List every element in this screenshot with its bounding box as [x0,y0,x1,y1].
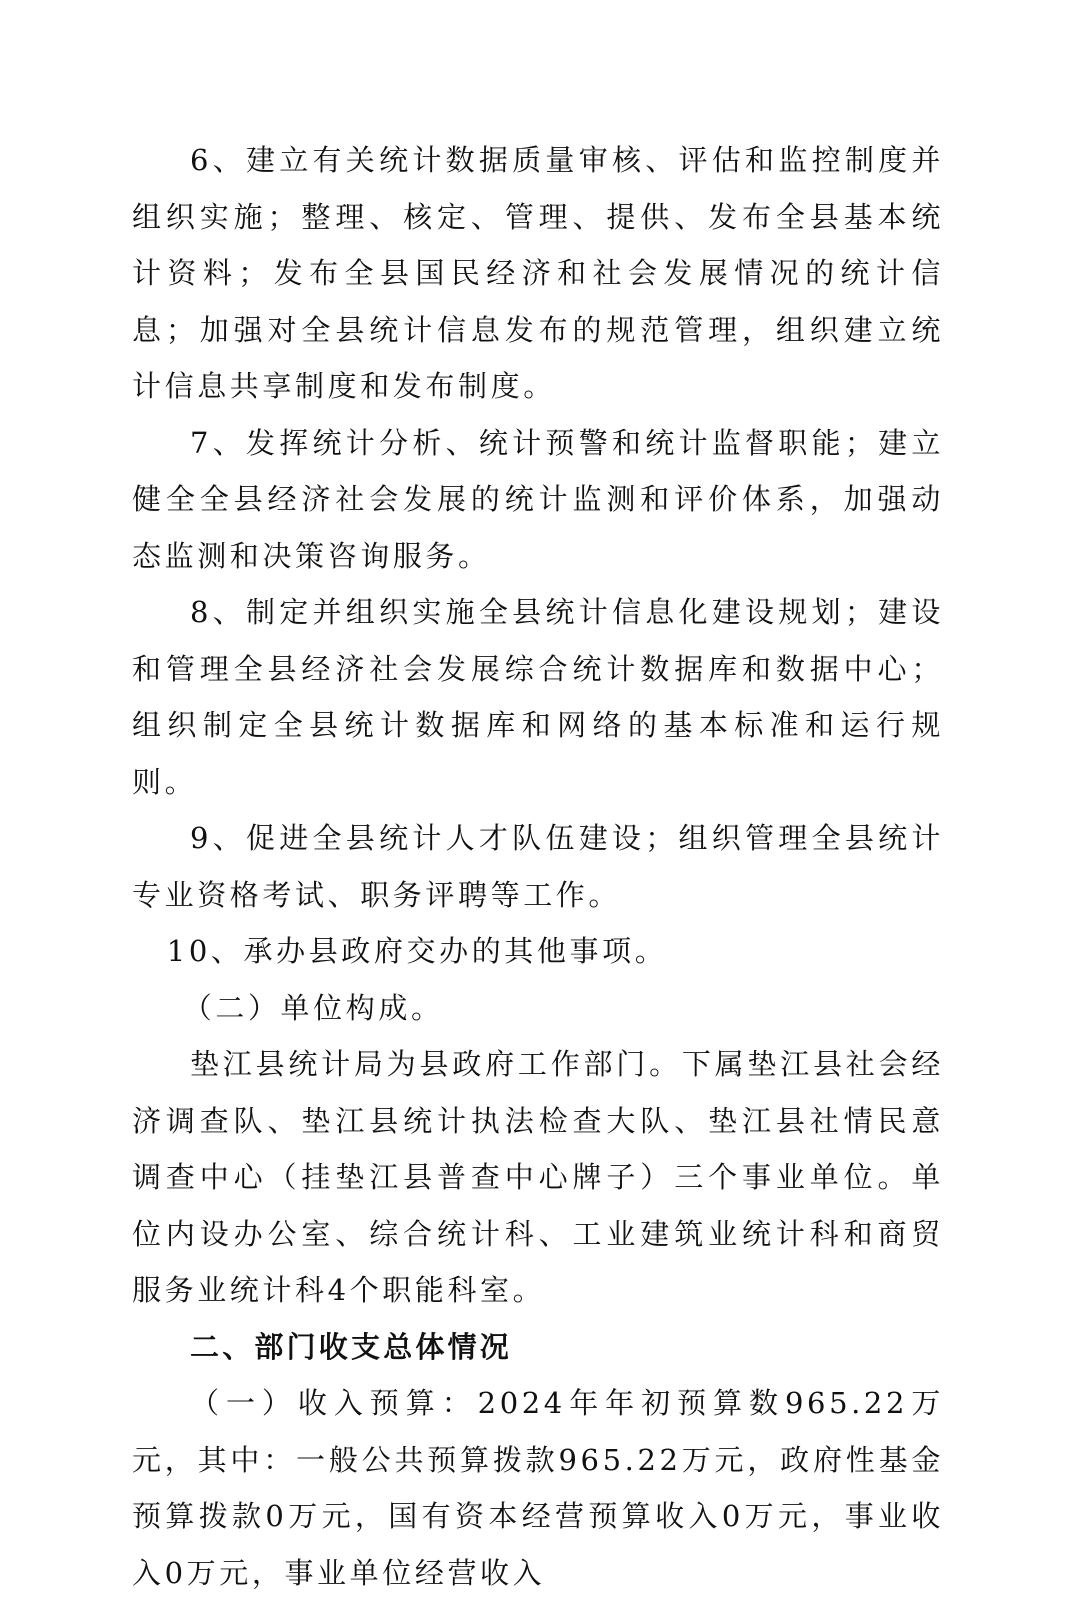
paragraph-income-budget: （一）收入预算：2024年年初预算数965.22万元，其中：一般公共预算拨款965.22万元，政府性基金预算拨款0万元，国有资本经营预算收入0万元，事业收入0万元，事业单位经营收入 [132,1386,944,1590]
section-heading-revenue-expenditure: 二、部门收支总体情况 [190,1329,513,1364]
paragraph-item-6: 6、建立有关统计数据质量审核、评估和监控制度并组织实施；整理、核定、管理、提供、发布全县基本统计资料；发布全县国民经济和社会发展情况的统计信息；加强对全县统计信息发布的规范管理，组织建立统计信息共享制度和发布制度。 [132,143,944,403]
paragraph-item-7: 7、发挥统计分析、统计预警和统计监督职能；建立健全全县经济社会发展的统计监测和评价体系，加强动态监测和决策咨询服务。 [132,425,944,573]
section-subheading-unit-composition: （二）单位构成。 [182,990,444,1025]
paragraph-unit-composition: 垫江县统计局为县政府工作部门。下属垫江县社会经济调查队、垫江县统计执法检查大队、垫江县社情民意调查中心（挂垫江县普查中心牌子）三个事业单位。单位内设办公室、综合统计科、工业建筑业统计科和商贸服务业统计科4个职能科室。 [132,1047,944,1307]
document-body [132,132,944,1601]
paragraph-item-10: 10、承办县政府交办的其他事项。 [166,934,668,968]
paragraph-item-9: 9、促进全县统计人才队伍建设；组织管理全县统计专业资格考试、职务评聘等工作。 [132,821,944,912]
paragraph-item-8: 8、制定并组织实施全县统计信息化建设规划；建设和管理全县经济社会发展综合统计数据库和数据中心；组织制定全县统计数据库和网络的基本标准和运行规则。 [132,595,944,799]
